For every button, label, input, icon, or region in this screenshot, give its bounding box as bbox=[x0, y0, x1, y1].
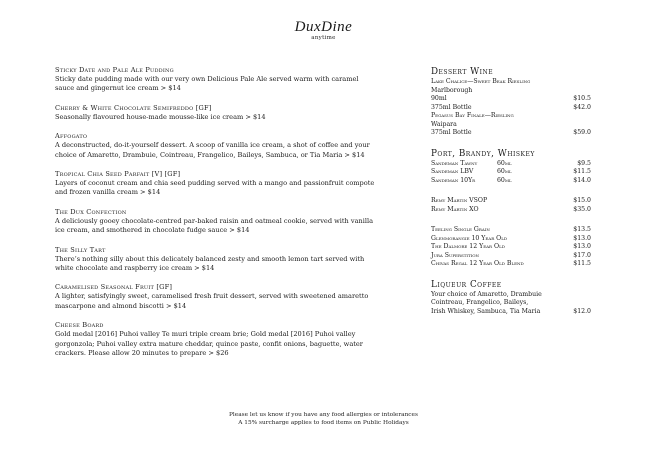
price-row bbox=[431, 260, 591, 269]
row-label: Sandeman LBV bbox=[431, 168, 474, 175]
dessert-title: Affogato bbox=[55, 132, 88, 141]
dessert-item bbox=[55, 283, 375, 311]
price-row bbox=[431, 243, 591, 252]
liqueur-line: Cointreau, Frangelico, Baileys, bbox=[431, 299, 529, 306]
dessert-title: Cherry & White Chocolate Semifreddo [GF] bbox=[55, 103, 212, 112]
dessert-description: Gold medal [2016] Puhoi valley Te muri triple cream brie; Gold medal [2016] Puhoi valley gorgonzola; Puhoi valley extra mature cheddar, quince paste, confit onions, baguette, water crackers. Please allow 20 minutes to prepare > $26 bbox=[55, 330, 363, 358]
price-row bbox=[431, 95, 591, 104]
price-row bbox=[431, 235, 591, 244]
dessert-title: The Silly Tart bbox=[55, 245, 106, 254]
row-price: $14.0 bbox=[573, 176, 591, 184]
row-volume: 60ml bbox=[497, 159, 512, 167]
price-row bbox=[431, 177, 591, 186]
dessert-wine-section bbox=[431, 66, 591, 138]
row-label: Remy Martin XO bbox=[431, 205, 479, 213]
dessert-title: Caramelised Seasonal Fruit [GF] bbox=[55, 283, 173, 292]
row-label: Sandeman 10Yr bbox=[431, 176, 476, 184]
price-row bbox=[431, 168, 591, 177]
price-row bbox=[431, 226, 591, 235]
footer-note bbox=[0, 411, 647, 427]
dessert-description: There’s nothing silly about this delicately balanced zesty and smooth lemon tart served with white chocolate and raspberry ice cream > $14 bbox=[55, 254, 365, 273]
row-price: $11.5 bbox=[573, 260, 591, 267]
dessert-list bbox=[55, 66, 375, 369]
row-volume: 60ml bbox=[497, 168, 512, 175]
price-row bbox=[431, 206, 591, 215]
dessert-description: A deliciously gooey chocolate-centred par-baked raisin and oatmeal cookie, served with vanilla ice cream, and smothered in chocolate fudge sauce > $14 bbox=[55, 216, 374, 235]
liqueur-line: Irish Whiskey, Sambuca, Tia Maria bbox=[431, 307, 541, 315]
price-row bbox=[431, 104, 591, 113]
dessert-item bbox=[55, 104, 375, 122]
row-label: The Dalmore 12 Year Old bbox=[431, 243, 505, 250]
brand-logo bbox=[0, 20, 647, 42]
dessert-title: Cheese Board bbox=[55, 321, 104, 330]
brand-name: DuxDine bbox=[294, 19, 353, 35]
row-price: $13.0 bbox=[573, 234, 591, 242]
row-label: 90ml bbox=[431, 95, 447, 102]
row-label: Sandeman Tawny bbox=[431, 159, 478, 167]
price-row bbox=[431, 129, 591, 138]
surcharge-note: A 15% surcharge applies to food items on Public Holidays bbox=[238, 420, 409, 426]
row-label: 375ml Bottle bbox=[431, 129, 472, 136]
price-row bbox=[431, 197, 591, 206]
price-row bbox=[431, 308, 591, 317]
dessert-item bbox=[55, 321, 375, 358]
row-price: $59.0 bbox=[573, 129, 591, 136]
dessert-title: The Dux Confection bbox=[55, 207, 127, 216]
drinks-column bbox=[431, 66, 591, 326]
dessert-item bbox=[55, 66, 375, 94]
liqueur-line: Your choice of Amaretto, Drambuie bbox=[431, 290, 542, 298]
row-price: $12.0 bbox=[573, 307, 591, 315]
row-label: Jura Superstition bbox=[431, 251, 479, 259]
row-label: 375ml Bottle bbox=[431, 103, 472, 111]
dessert-item bbox=[55, 246, 375, 274]
row-label: Teeling Single Grain bbox=[431, 226, 490, 233]
row-price: $15.0 bbox=[573, 197, 591, 204]
row-volume: 60ml bbox=[497, 176, 512, 184]
dessert-item bbox=[55, 170, 375, 198]
price-row bbox=[431, 252, 591, 261]
row-label: Remy Martin VSOP bbox=[431, 197, 488, 204]
dessert-item bbox=[55, 208, 375, 236]
dessert-description: A lighter, satisfyingly sweet, caramelised fresh fruit dessert, served with sweetened amaretto mascarpone and almond biscotti > $14 bbox=[55, 292, 369, 310]
dessert-item bbox=[55, 132, 375, 160]
dessert-description: Sticky date pudding made with our very own Delicious Pale Ale served warm with caramel sauce and gingernut ice cream > $14 bbox=[55, 75, 359, 93]
row-price: $13.0 bbox=[573, 243, 591, 250]
liqueur-coffee-section bbox=[431, 279, 591, 317]
row-price: $9.5 bbox=[577, 159, 591, 167]
price-row bbox=[431, 160, 591, 169]
row-label: Glenmorangie 10 Year Old bbox=[431, 234, 508, 242]
brand-tagline: anytime bbox=[311, 35, 336, 41]
allergy-note: Please let us know if you have any food allergies or intolerances bbox=[229, 412, 418, 418]
section-title: Liqueur Coffee bbox=[431, 279, 502, 290]
dessert-title: Sticky Date and Pale Ale Pudding bbox=[55, 66, 174, 74]
wine-name: Pegasus Bay Finale—Riesling bbox=[431, 112, 514, 119]
dessert-description: Layers of coconut cream and chia seed pudding served with a mango and passionfruit compote and frozen vanilla cream > $14 bbox=[55, 179, 375, 197]
row-price: $11.5 bbox=[573, 168, 591, 175]
row-price: $17.0 bbox=[573, 251, 591, 259]
section-title: Dessert Wine bbox=[431, 67, 494, 77]
wine-region: Marlborough bbox=[431, 86, 473, 94]
row-label: Chivas Regal 12 Year Old Blend bbox=[431, 260, 524, 267]
wine-name: Lake Chalice—Sweet Beak Riesling bbox=[431, 78, 531, 85]
row-price: $10.5 bbox=[573, 95, 591, 102]
port-section bbox=[431, 148, 591, 269]
row-price: $42.0 bbox=[573, 103, 591, 111]
wine-region: Waipara bbox=[431, 120, 457, 128]
dessert-description: Seasonally flavoured house-made mousse-like ice cream > $14 bbox=[55, 112, 266, 121]
section-title: Port, Brandy, Whiskey bbox=[431, 148, 535, 159]
dessert-title: Tropical Chia Seed Parfait [V] [GF] bbox=[55, 170, 181, 179]
dessert-description: A deconstructed, do-it-yourself dessert. A scoop of vanilla ice cream, a shot of coffee and your choice of Amaretto, Drambuie, Cointreau, Frangelico, Baileys, Sambuca, or Tia Maria > $14 bbox=[55, 141, 370, 159]
row-price: $35.0 bbox=[573, 205, 591, 213]
row-price: $13.5 bbox=[573, 226, 591, 233]
